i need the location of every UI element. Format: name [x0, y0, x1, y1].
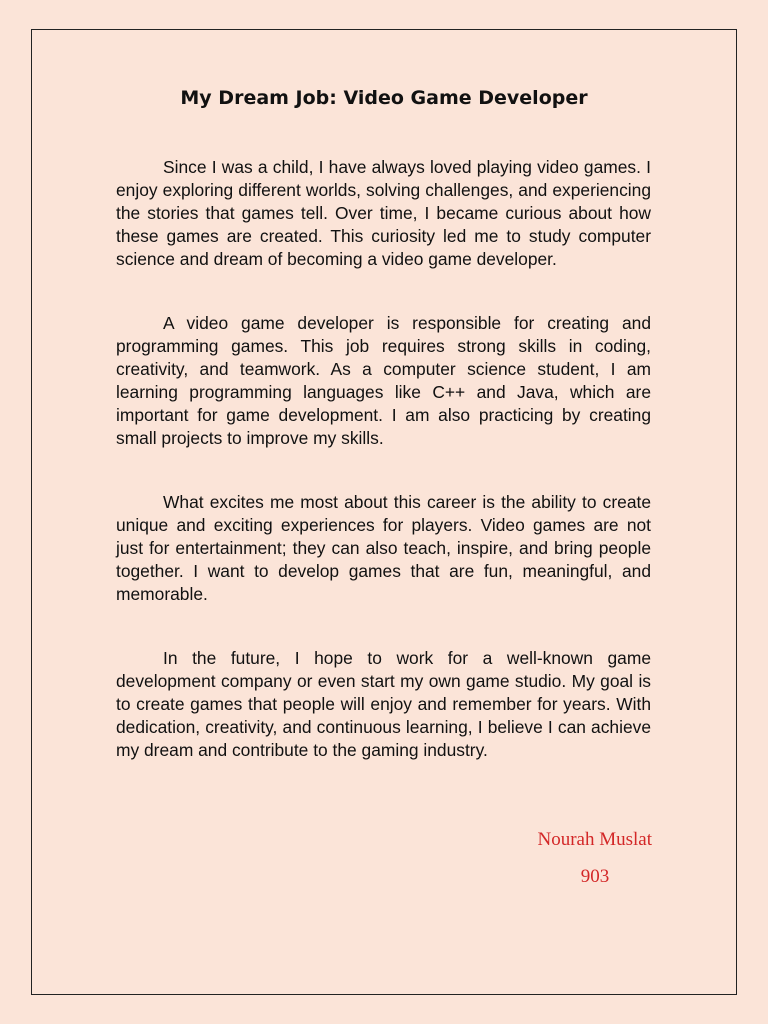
author-class: 903 — [580, 866, 610, 887]
author-name: Nourah Muslat — [537, 829, 652, 850]
paragraph-1: Since I was a child, I have always loved playing video games. I enjoy exploring different worlds, solving challenges, and experiencing the stories that games tell. Over time, I became curious about how these games are created. This curiosity led me to study computer science and dream of becoming a video game developer. — [116, 157, 651, 269]
paragraph-2: A video game developer is responsible for creating and programming games. This job requires strong skills in coding, creativity, and teamwork. As a computer science student, I am learning programming languages like C++ and Java, which are important for game development. I am also practicing by creating small projects to improve my skills. — [116, 313, 651, 448]
paragraph-3: What excites me most about this career is the ability to create unique and exciting experiences for players. Video games are not just for entertainment; they can also teach, inspire, and bring people together. I want to develop games that are fun, meaningful, and memorable. — [116, 492, 651, 604]
paragraph-4: In the future, I hope to work for a well-known game development company or even start my own game studio. My goal is to create games that people will enjoy and remember for years. With dedication, creativity, and continuous learning, I believe I can achieve my dream and contribute to the gaming industry. — [116, 648, 651, 760]
essay-body — [116, 156, 651, 803]
document-title: My Dream Job: Video Game Developer — [180, 87, 588, 109]
